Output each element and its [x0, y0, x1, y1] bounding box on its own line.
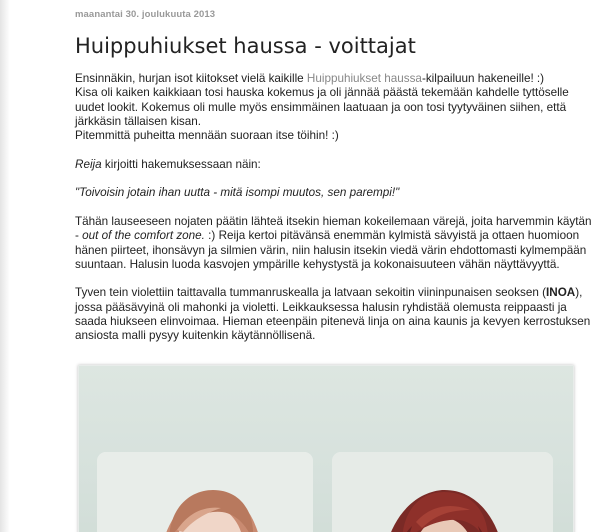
- color-choice-a: Tähän lauseeseen nojaten päätin lähteä itsekin hieman kokeilemaan värejä, joita harvemmin käytän -: [75, 214, 592, 243]
- reija-name: Reija: [75, 157, 102, 171]
- hair-photo-left-icon: [97, 452, 313, 532]
- paragraph-intro: [75, 72, 597, 143]
- hair-photo-left[interactable]: [97, 452, 313, 532]
- page-edge-shadow: [0, 0, 10, 532]
- intro-line-3: Pitemmittä puheitta mennään suoraan itse töihin! :): [75, 129, 339, 143]
- comfort-zone-text: out of the comfort zone.: [82, 229, 205, 243]
- intro-text: Ensinnäkin, hurjan isot kiitokset vielä kaikille: [75, 72, 307, 85]
- paragraph-technique: [75, 286, 597, 343]
- technique-b: ), jossa pääsävyinä oli mahonki ja violetti. Leikkauksessa halusin ryhdistää olemusta reippaasti ja saada hiukseen elinvoimaa. Hieman eteenpäin pitenevä linja on aina kaunis ja kevyen kerrostuksen ansiosta malli pysyy kuitenkin käytännöllisenä.: [75, 286, 591, 343]
- paragraph-quote: [75, 186, 597, 200]
- post-date: maanantai 30. joulukuuta 2013: [75, 9, 216, 20]
- contest-link[interactable]: Huippuhiukset haussa: [306, 72, 422, 85]
- reija-quote: "Toivoisin jotain ihan uutta - mitä isompi muutos, sen parempi!": [75, 186, 400, 200]
- intro-line-2: Kisa oli kaiken kaikkiaan tosi hauska kokemus ja oli jännää päästä tekemään kahdelle tyttöselle uudet lookit. Kokemus oli mulle myös ensimmäinen laatuaan ja oon tosi tyytyväinen siihen, että järkkäsin tällaisen kisan.: [75, 86, 569, 128]
- intro-rest: -kilpailuun hakeneille! :): [421, 72, 545, 85]
- post-title[interactable]: Huippuhiukset haussa - voittajat: [75, 34, 416, 58]
- color-choice-b: :) Reija kertoi pitävänsä enemmän kylmistä sävyistä ja ottaen huomioon hänen piirteet, ihonsävyn ja silmien värin, niin halusin itsekin viedä värin ehdottomasti kylmempään suuntaan. Halusin luoda kasvojen ympärille kehystystä ja kokonaisuuteen vähän näyttävyyttä.: [75, 229, 587, 271]
- inoa-text: INOA: [546, 286, 576, 300]
- reija-rest: kirjoitti hakemuksessaan näin:: [101, 157, 261, 171]
- post-body: [75, 72, 597, 358]
- hair-photo-right-icon: [332, 452, 553, 532]
- paragraph-color-choice: [75, 215, 597, 272]
- hair-photo-right[interactable]: [332, 452, 553, 532]
- technique-a: Tyven tein violettiin taittavalla tummanruskealla ja latvaan sekoitin viininpunaisen seoksen (: [75, 286, 546, 300]
- post-photo[interactable]: [78, 365, 574, 532]
- paragraph-reija: [75, 158, 597, 172]
